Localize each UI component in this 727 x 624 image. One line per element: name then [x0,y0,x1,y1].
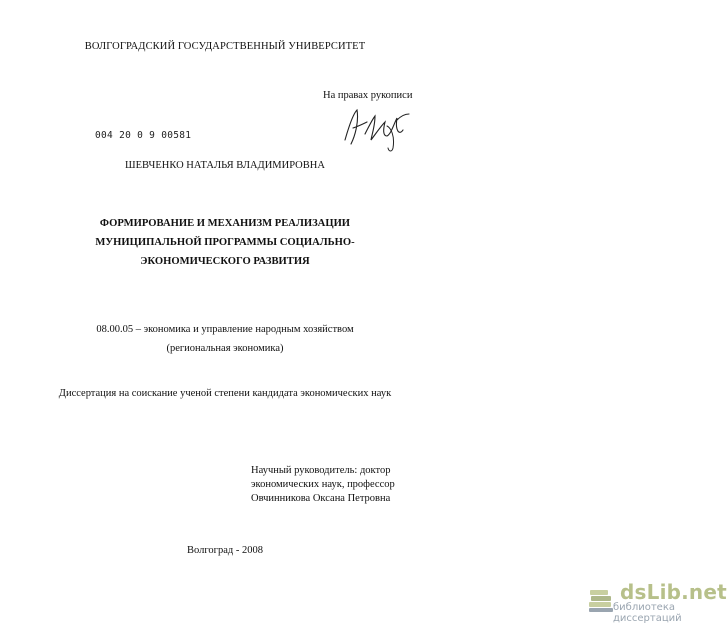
supervisor-block [251,464,395,506]
specialty-line: (региональная экономика) [166,343,284,354]
supervisor-line: Овчинникова Оксана Петровна [251,493,391,504]
dissertation-degree-line: Диссертация на соискание ученой степени кандидата экономических наук [58,388,392,399]
watermark-logo [290,580,727,624]
watermark-site: dsLib.net [620,580,727,604]
author-name: ШЕВЧЕНКО НАТАЛЬЯ ВЛАДИМИРОВНА [125,160,325,171]
supervisor-line: экономических наук, профессор [251,479,395,490]
title-line: ЭКОНОМИЧЕСКОГО РАЗВИТИЯ [140,256,310,267]
watermark-subtitle: библиотека диссертаций [613,602,682,624]
book-stack-icon [586,586,616,614]
title-line: ФОРМИРОВАНИЕ И МЕХАНИЗМ РЕАЛИЗАЦИИ [99,218,351,229]
archive-code: 004 20 0 9 00581 [95,130,192,141]
handwritten-signature [339,96,419,156]
city-year: Волгоград - 2008 [187,545,263,556]
university-name: ВОЛГОГРАДСКИЙ ГОСУДАРСТВЕННЫЙ УНИВЕРСИТЕТ [84,41,366,52]
supervisor-line: Научный руководитель: доктор [251,465,391,476]
dissertation-title [0,214,450,271]
specialty [0,320,450,358]
specialty-line: 08.00.05 – экономика и управление народным хозяйством [96,324,354,335]
title-line: МУНИЦИПАЛЬНОЙ ПРОГРАММЫ СОЦИАЛЬНО- [95,237,355,248]
watermark [0,580,727,624]
rights-note: На правах рукописи [323,90,413,101]
